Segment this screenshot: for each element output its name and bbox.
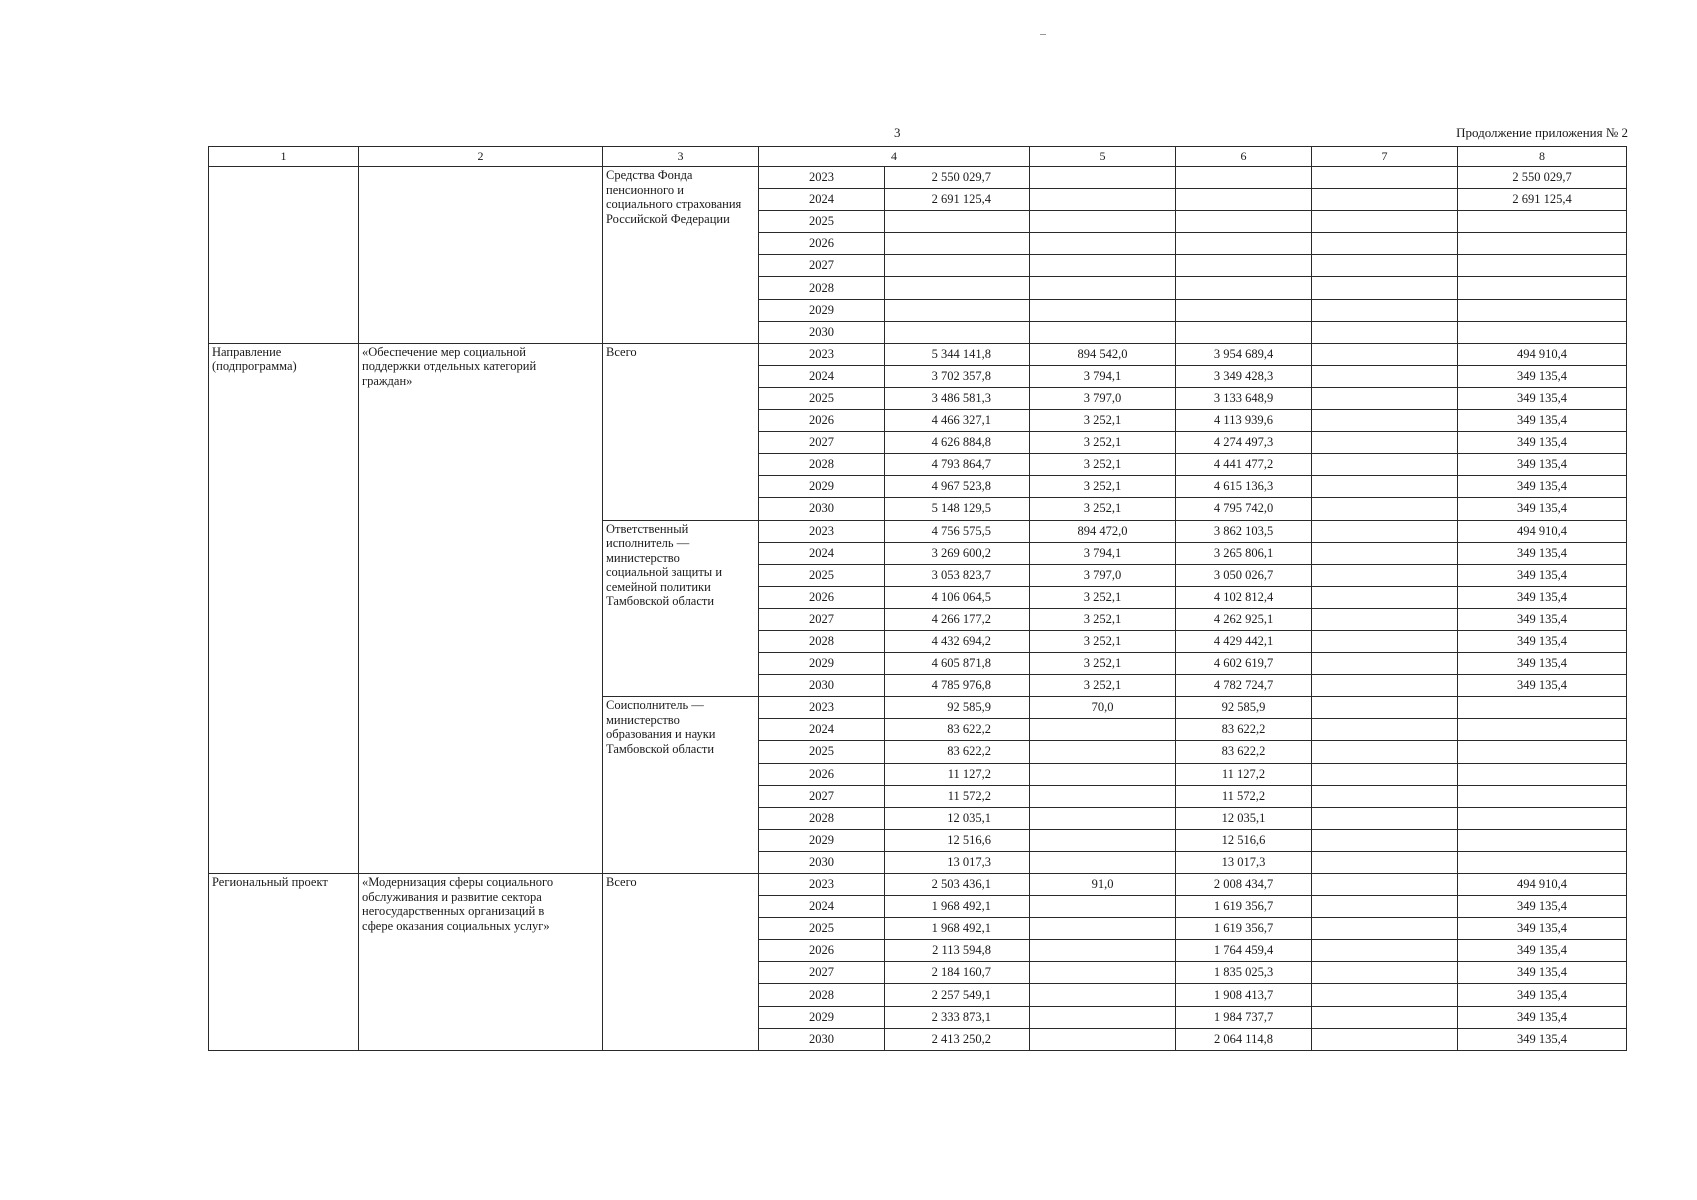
amount-col5-cell <box>1030 940 1176 962</box>
amount-col8-cell: 349 135,4 <box>1458 410 1627 432</box>
amount-col5-cell: 894 472,0 <box>1030 520 1176 542</box>
amount-col5-cell: 91,0 <box>1030 874 1176 896</box>
amount-col6-cell: 12 035,1 <box>1176 807 1312 829</box>
amount-col6-cell: 92 585,9 <box>1176 697 1312 719</box>
amount-col8-cell: 349 135,4 <box>1458 984 1627 1006</box>
amount-col8-cell: 349 135,4 <box>1458 896 1627 918</box>
amount-col8-cell: 494 910,4 <box>1458 520 1627 542</box>
amount-col5-cell: 3 797,0 <box>1030 387 1176 409</box>
amount-total-cell: 2 184 160,7 <box>885 962 1030 984</box>
amount-col5-cell <box>1030 962 1176 984</box>
amount-total-cell: 83 622,2 <box>885 741 1030 763</box>
header-col-6: 6 <box>1176 147 1312 167</box>
amount-col6-cell: 4 441 477,2 <box>1176 454 1312 476</box>
amount-total-cell <box>885 321 1030 343</box>
amount-col5-cell: 3 252,1 <box>1030 410 1176 432</box>
amount-col5-cell <box>1030 851 1176 873</box>
amount-col5-cell <box>1030 1028 1176 1050</box>
year-cell: 2028 <box>759 277 885 299</box>
amount-col8-cell: 494 910,4 <box>1458 343 1627 365</box>
amount-col6-cell: 1 908 413,7 <box>1176 984 1312 1006</box>
amount-col7-cell <box>1312 1028 1458 1050</box>
amount-col6-cell: 1 619 356,7 <box>1176 918 1312 940</box>
amount-total-cell: 2 413 250,2 <box>885 1028 1030 1050</box>
year-cell: 2024 <box>759 896 885 918</box>
year-cell: 2029 <box>759 829 885 851</box>
amount-total-cell: 4 756 575,5 <box>885 520 1030 542</box>
amount-col6-cell <box>1176 321 1312 343</box>
amount-col6-cell: 13 017,3 <box>1176 851 1312 873</box>
year-cell: 2025 <box>759 211 885 233</box>
year-cell: 2029 <box>759 1006 885 1028</box>
amount-col6-cell: 2 008 434,7 <box>1176 874 1312 896</box>
amount-col7-cell <box>1312 763 1458 785</box>
amount-col8-cell <box>1458 741 1627 763</box>
amount-total-cell: 4 106 064,5 <box>885 586 1030 608</box>
amount-col6-cell: 3 265 806,1 <box>1176 542 1312 564</box>
header-col-8: 8 <box>1458 147 1627 167</box>
amount-total-cell: 5 344 141,8 <box>885 343 1030 365</box>
amount-total-cell: 2 257 549,1 <box>885 984 1030 1006</box>
amount-col6-cell: 83 622,2 <box>1176 719 1312 741</box>
amount-total-cell: 4 626 884,8 <box>885 432 1030 454</box>
amount-total-cell <box>885 233 1030 255</box>
amount-total-cell: 4 266 177,2 <box>885 608 1030 630</box>
amount-col6-cell: 1 984 737,7 <box>1176 1006 1312 1028</box>
amount-col7-cell <box>1312 498 1458 520</box>
amount-col8-cell: 349 135,4 <box>1458 586 1627 608</box>
funding-source-cell: Ответственный исполнитель — министерство социальной защиты и семейной политики Тамбовской области <box>603 520 759 697</box>
amount-total-cell: 4 967 523,8 <box>885 476 1030 498</box>
year-cell: 2029 <box>759 653 885 675</box>
amount-col5-cell: 3 252,1 <box>1030 432 1176 454</box>
amount-col6-cell: 2 064 114,8 <box>1176 1028 1312 1050</box>
amount-col6-cell: 3 954 689,4 <box>1176 343 1312 365</box>
amount-col8-cell: 349 135,4 <box>1458 1006 1627 1028</box>
amount-col6-cell: 3 133 648,9 <box>1176 387 1312 409</box>
year-cell: 2030 <box>759 851 885 873</box>
amount-col5-cell: 3 252,1 <box>1030 630 1176 652</box>
amount-col6-cell: 11 127,2 <box>1176 763 1312 785</box>
amount-total-cell: 2 503 436,1 <box>885 874 1030 896</box>
amount-col6-cell: 1 764 459,4 <box>1176 940 1312 962</box>
amount-col8-cell: 2 691 125,4 <box>1458 189 1627 211</box>
amount-col7-cell <box>1312 365 1458 387</box>
amount-col6-cell: 4 602 619,7 <box>1176 653 1312 675</box>
amount-col5-cell: 3 252,1 <box>1030 608 1176 630</box>
amount-col7-cell <box>1312 454 1458 476</box>
header-col-4: 4 <box>759 147 1030 167</box>
amount-col7-cell <box>1312 432 1458 454</box>
amount-col8-cell <box>1458 697 1627 719</box>
amount-col8-cell <box>1458 299 1627 321</box>
amount-col8-cell: 349 135,4 <box>1458 365 1627 387</box>
amount-col5-cell: 3 252,1 <box>1030 653 1176 675</box>
amount-col8-cell <box>1458 211 1627 233</box>
amount-col7-cell <box>1312 167 1458 189</box>
amount-col8-cell: 349 135,4 <box>1458 675 1627 697</box>
amount-total-cell: 2 691 125,4 <box>885 189 1030 211</box>
amount-col7-cell <box>1312 1006 1458 1028</box>
amount-total-cell: 4 785 976,8 <box>885 675 1030 697</box>
amount-col6-cell: 12 516,6 <box>1176 829 1312 851</box>
amount-col7-cell <box>1312 586 1458 608</box>
amount-col8-cell: 349 135,4 <box>1458 940 1627 962</box>
amount-col6-cell: 1 835 025,3 <box>1176 962 1312 984</box>
year-cell: 2025 <box>759 564 885 586</box>
amount-col8-cell <box>1458 233 1627 255</box>
category-cell: Направление (подпрограмма) <box>209 343 359 873</box>
amount-col5-cell <box>1030 321 1176 343</box>
amount-col6-cell <box>1176 189 1312 211</box>
header-col-3: 3 <box>603 147 759 167</box>
amount-col8-cell <box>1458 785 1627 807</box>
amount-col6-cell: 4 429 442,1 <box>1176 630 1312 652</box>
amount-col5-cell <box>1030 896 1176 918</box>
amount-col8-cell <box>1458 763 1627 785</box>
amount-col5-cell: 3 252,1 <box>1030 675 1176 697</box>
program-name-cell <box>359 167 603 344</box>
amount-col5-cell <box>1030 167 1176 189</box>
amount-col8-cell: 494 910,4 <box>1458 874 1627 896</box>
amount-col7-cell <box>1312 807 1458 829</box>
header-col-7: 7 <box>1312 147 1458 167</box>
amount-col7-cell <box>1312 410 1458 432</box>
amount-col6-cell: 4 113 939,6 <box>1176 410 1312 432</box>
amount-total-cell: 3 486 581,3 <box>885 387 1030 409</box>
amount-total-cell: 12 035,1 <box>885 807 1030 829</box>
amount-col6-cell: 11 572,2 <box>1176 785 1312 807</box>
amount-col7-cell <box>1312 697 1458 719</box>
amount-col8-cell: 349 135,4 <box>1458 498 1627 520</box>
amount-col7-cell <box>1312 189 1458 211</box>
amount-col8-cell: 349 135,4 <box>1458 1028 1627 1050</box>
year-cell: 2026 <box>759 763 885 785</box>
amount-total-cell <box>885 211 1030 233</box>
amount-total-cell: 5 148 129,5 <box>885 498 1030 520</box>
amount-col5-cell <box>1030 984 1176 1006</box>
year-cell: 2030 <box>759 1028 885 1050</box>
amount-col7-cell <box>1312 940 1458 962</box>
amount-total-cell: 92 585,9 <box>885 697 1030 719</box>
header-col-5: 5 <box>1030 147 1176 167</box>
amount-col6-cell <box>1176 277 1312 299</box>
year-cell: 2027 <box>759 608 885 630</box>
amount-col8-cell <box>1458 807 1627 829</box>
funding-source-cell: Всего <box>603 874 759 1051</box>
header-row <box>209 147 1627 167</box>
continuation-note: Продолжение приложения № 2 <box>1456 125 1628 140</box>
amount-total-cell: 11 572,2 <box>885 785 1030 807</box>
table-row <box>209 874 1627 896</box>
amount-col7-cell <box>1312 542 1458 564</box>
amount-col7-cell <box>1312 741 1458 763</box>
amount-col8-cell: 349 135,4 <box>1458 653 1627 675</box>
amount-col6-cell: 4 274 497,3 <box>1176 432 1312 454</box>
amount-col8-cell <box>1458 719 1627 741</box>
amount-col7-cell <box>1312 321 1458 343</box>
amount-col6-cell: 3 050 026,7 <box>1176 564 1312 586</box>
amount-col5-cell: 894 542,0 <box>1030 343 1176 365</box>
year-cell: 2025 <box>759 387 885 409</box>
amount-col7-cell <box>1312 630 1458 652</box>
amount-col5-cell <box>1030 807 1176 829</box>
amount-col7-cell <box>1312 255 1458 277</box>
amount-total-cell: 3 702 357,8 <box>885 365 1030 387</box>
amount-col5-cell: 3 252,1 <box>1030 476 1176 498</box>
amount-col8-cell: 349 135,4 <box>1458 432 1627 454</box>
amount-col5-cell <box>1030 785 1176 807</box>
amount-col5-cell <box>1030 189 1176 211</box>
year-cell: 2024 <box>759 542 885 564</box>
year-cell: 2026 <box>759 410 885 432</box>
amount-col6-cell <box>1176 233 1312 255</box>
amount-col7-cell <box>1312 962 1458 984</box>
year-cell: 2027 <box>759 962 885 984</box>
amount-col5-cell: 3 794,1 <box>1030 365 1176 387</box>
year-cell: 2023 <box>759 343 885 365</box>
year-cell: 2024 <box>759 365 885 387</box>
amount-total-cell: 2 550 029,7 <box>885 167 1030 189</box>
amount-col5-cell: 3 797,0 <box>1030 564 1176 586</box>
year-cell: 2027 <box>759 785 885 807</box>
funding-source-cell: Всего <box>603 343 759 520</box>
amount-col8-cell: 349 135,4 <box>1458 918 1627 940</box>
amount-col7-cell <box>1312 896 1458 918</box>
amount-col7-cell <box>1312 233 1458 255</box>
amount-col8-cell: 2 550 029,7 <box>1458 167 1627 189</box>
amount-col6-cell <box>1176 299 1312 321</box>
amount-total-cell: 4 466 327,1 <box>885 410 1030 432</box>
year-cell: 2023 <box>759 167 885 189</box>
amount-col5-cell <box>1030 299 1176 321</box>
year-cell: 2030 <box>759 498 885 520</box>
amount-col8-cell: 349 135,4 <box>1458 564 1627 586</box>
amount-col8-cell: 349 135,4 <box>1458 962 1627 984</box>
amount-col7-cell <box>1312 675 1458 697</box>
year-cell: 2029 <box>759 299 885 321</box>
amount-total-cell: 11 127,2 <box>885 763 1030 785</box>
amount-col6-cell: 83 622,2 <box>1176 741 1312 763</box>
funding-table <box>208 146 1627 1051</box>
amount-col6-cell: 4 102 812,4 <box>1176 586 1312 608</box>
amount-total-cell: 13 017,3 <box>885 851 1030 873</box>
year-cell: 2025 <box>759 918 885 940</box>
year-cell: 2030 <box>759 321 885 343</box>
amount-col7-cell <box>1312 520 1458 542</box>
amount-col7-cell <box>1312 476 1458 498</box>
year-cell: 2027 <box>759 255 885 277</box>
amount-col8-cell <box>1458 277 1627 299</box>
amount-col5-cell: 3 252,1 <box>1030 586 1176 608</box>
amount-col7-cell <box>1312 653 1458 675</box>
program-name-cell: «Модернизация сферы социального обслуживания и развитие сектора негосударственных организаций в сфере оказания социальных услуг» <box>359 874 603 1051</box>
amount-col6-cell: 3 862 103,5 <box>1176 520 1312 542</box>
amount-col5-cell <box>1030 277 1176 299</box>
amount-total-cell: 3 269 600,2 <box>885 542 1030 564</box>
amount-col8-cell <box>1458 851 1627 873</box>
amount-col6-cell: 4 262 925,1 <box>1176 608 1312 630</box>
category-cell <box>209 167 359 344</box>
amount-col8-cell: 349 135,4 <box>1458 454 1627 476</box>
year-cell: 2023 <box>759 874 885 896</box>
year-cell: 2028 <box>759 454 885 476</box>
amount-total-cell: 12 516,6 <box>885 829 1030 851</box>
year-cell: 2028 <box>759 807 885 829</box>
year-cell: 2026 <box>759 940 885 962</box>
header-col-2: 2 <box>359 147 603 167</box>
amount-col7-cell <box>1312 719 1458 741</box>
amount-col6-cell: 3 349 428,3 <box>1176 365 1312 387</box>
amount-col6-cell <box>1176 167 1312 189</box>
amount-total-cell: 1 968 492,1 <box>885 918 1030 940</box>
amount-col5-cell: 3 252,1 <box>1030 454 1176 476</box>
amount-col7-cell <box>1312 211 1458 233</box>
amount-col7-cell <box>1312 851 1458 873</box>
amount-col8-cell: 349 135,4 <box>1458 630 1627 652</box>
amount-col5-cell <box>1030 741 1176 763</box>
amount-col8-cell <box>1458 321 1627 343</box>
amount-col7-cell <box>1312 785 1458 807</box>
amount-total-cell: 4 605 871,8 <box>885 653 1030 675</box>
amount-total-cell: 83 622,2 <box>885 719 1030 741</box>
amount-col6-cell: 4 782 724,7 <box>1176 675 1312 697</box>
amount-col7-cell <box>1312 918 1458 940</box>
amount-total-cell: 2 333 873,1 <box>885 1006 1030 1028</box>
amount-total-cell <box>885 277 1030 299</box>
amount-col6-cell <box>1176 211 1312 233</box>
amount-col7-cell <box>1312 874 1458 896</box>
amount-col5-cell <box>1030 829 1176 851</box>
year-cell: 2023 <box>759 520 885 542</box>
amount-col7-cell <box>1312 299 1458 321</box>
amount-col6-cell: 4 615 136,3 <box>1176 476 1312 498</box>
amount-col7-cell <box>1312 343 1458 365</box>
amount-col8-cell: 349 135,4 <box>1458 476 1627 498</box>
header-col-1: 1 <box>209 147 359 167</box>
amount-col5-cell <box>1030 1006 1176 1028</box>
amount-total-cell: 1 968 492,1 <box>885 896 1030 918</box>
year-cell: 2029 <box>759 476 885 498</box>
amount-total-cell: 4 432 694,2 <box>885 630 1030 652</box>
amount-total-cell: 4 793 864,7 <box>885 454 1030 476</box>
funding-source-cell: Средства Фонда пенсионного и социального страхования Российской Федерации <box>603 167 759 344</box>
year-cell: 2028 <box>759 630 885 652</box>
amount-col7-cell <box>1312 564 1458 586</box>
funding-source-cell: Соисполнитель — министерство образования и науки Тамбовской области <box>603 697 759 874</box>
year-cell: 2026 <box>759 233 885 255</box>
amount-total-cell: 2 113 594,8 <box>885 940 1030 962</box>
category-cell: Региональный проект <box>209 874 359 1051</box>
year-cell: 2027 <box>759 432 885 454</box>
year-cell: 2024 <box>759 719 885 741</box>
amount-col8-cell: 349 135,4 <box>1458 542 1627 564</box>
year-cell: 2023 <box>759 697 885 719</box>
amount-col6-cell <box>1176 255 1312 277</box>
amount-col5-cell <box>1030 763 1176 785</box>
amount-col7-cell <box>1312 608 1458 630</box>
amount-total-cell <box>885 255 1030 277</box>
table-row <box>209 167 1627 189</box>
amount-col7-cell <box>1312 277 1458 299</box>
program-name-cell: «Обеспечение мер социальной поддержки отдельных категорий граждан» <box>359 343 603 873</box>
amount-col5-cell: 3 252,1 <box>1030 498 1176 520</box>
amount-col5-cell <box>1030 719 1176 741</box>
table-row <box>209 343 1627 365</box>
amount-col5-cell <box>1030 211 1176 233</box>
amount-col6-cell: 4 795 742,0 <box>1176 498 1312 520</box>
year-cell: 2026 <box>759 586 885 608</box>
year-cell: 2030 <box>759 675 885 697</box>
page-number: 3 <box>894 125 901 140</box>
amount-total-cell: 3 053 823,7 <box>885 564 1030 586</box>
year-cell: 2028 <box>759 984 885 1006</box>
amount-col5-cell: 70,0 <box>1030 697 1176 719</box>
amount-col8-cell <box>1458 829 1627 851</box>
amount-total-cell <box>885 299 1030 321</box>
scan-mark <box>1040 34 1046 35</box>
amount-col5-cell <box>1030 233 1176 255</box>
amount-col8-cell <box>1458 255 1627 277</box>
amount-col5-cell <box>1030 918 1176 940</box>
amount-col8-cell: 349 135,4 <box>1458 608 1627 630</box>
amount-col7-cell <box>1312 984 1458 1006</box>
year-cell: 2024 <box>759 189 885 211</box>
amount-col6-cell: 1 619 356,7 <box>1176 896 1312 918</box>
amount-col5-cell <box>1030 255 1176 277</box>
amount-col7-cell <box>1312 387 1458 409</box>
amount-col5-cell: 3 794,1 <box>1030 542 1176 564</box>
amount-col8-cell: 349 135,4 <box>1458 387 1627 409</box>
year-cell: 2025 <box>759 741 885 763</box>
amount-col7-cell <box>1312 829 1458 851</box>
